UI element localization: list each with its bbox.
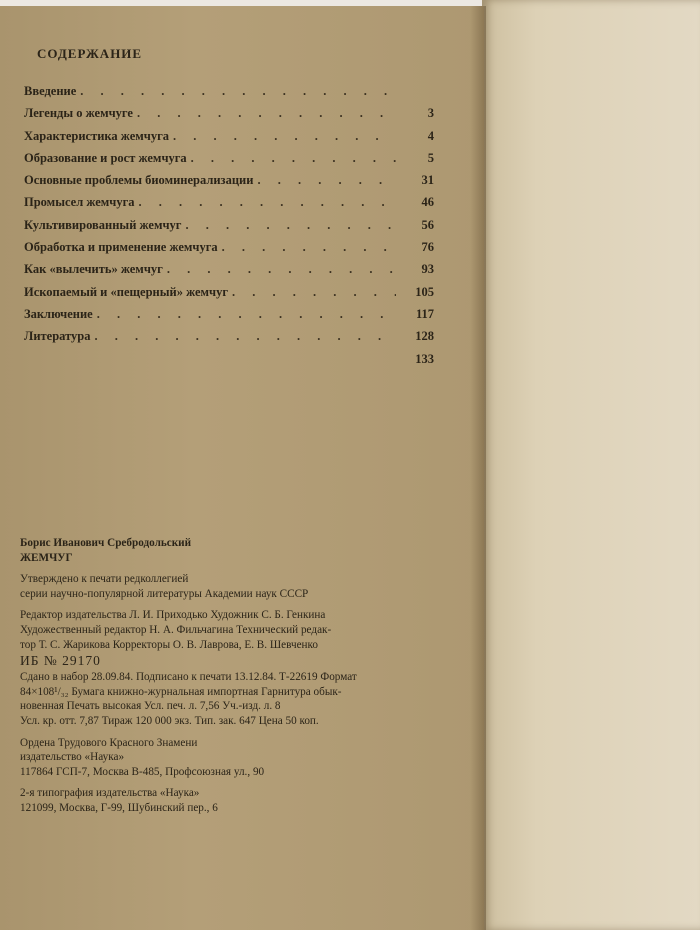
toc-entry-page: 3 — [427, 106, 434, 121]
toc-entry-label: Заключение — [24, 306, 93, 321]
print-details-line: Сдано в набор 28.09.84. Подписано к печати 13.12.84. Т-22619 Формат — [20, 671, 357, 684]
publisher-line: 117864 ГСП-7, Москва В-485, Профсоюзная ул., 90 — [20, 765, 265, 778]
toc-entry-label: Введение — [24, 84, 77, 98]
toc-entry — [24, 240, 434, 262]
toc-title: СОДЕРЖАНИЕ — [37, 46, 143, 61]
toc-entry-page: 128 — [415, 329, 434, 344]
toc-leader-dots — [139, 195, 396, 210]
toc-leader-dots — [232, 285, 396, 300]
toc-entry-page: 4 — [427, 128, 434, 143]
toc-entry-label: Литература — [24, 329, 91, 344]
toc-entry — [24, 262, 434, 284]
toc-leader-dots — [97, 307, 396, 322]
publisher-line: Ордена Трудового Красного Знамени — [20, 736, 198, 749]
toc-leader-dots — [185, 218, 396, 233]
toc-entry — [24, 195, 434, 217]
toc-entry-page: 31 — [421, 173, 434, 188]
left-page — [0, 6, 484, 930]
toc-entry-page: 117 — [415, 306, 434, 321]
approval-line: серии научно-популярной литературы Академии наук СССР — [20, 587, 309, 600]
book-gutter-shadow — [470, 6, 486, 930]
printer-line: 2-я типография издательства «Наука» — [20, 787, 200, 800]
toc-entry — [24, 129, 434, 151]
toc-entry-label: Характеристика жемчуга — [24, 128, 169, 143]
toc-entry — [24, 329, 434, 351]
toc-leader-dots — [167, 262, 396, 277]
staff-line: Художественный редактор Н. А. Фильчагина Технический редак- — [20, 623, 332, 636]
toc-leader-dots — [257, 173, 396, 188]
toc-entry-label: Образование и рост жемчуга — [24, 150, 187, 165]
toc-leader-dots — [191, 151, 396, 166]
toc-leader-dots — [222, 240, 396, 255]
toc-entry — [24, 151, 434, 173]
toc-leader-dots — [80, 84, 396, 99]
toc-leader-dots — [137, 106, 396, 121]
printer-line: 121099, Москва, Г-99, Шубинский пер., 6 — [20, 801, 218, 814]
toc-entry — [24, 106, 434, 128]
toc-entry-label: Как «вылечить» жемчуг — [24, 262, 163, 277]
table-of-contents — [24, 84, 434, 374]
toc-entry-page: 5 — [427, 150, 434, 165]
ib-number: ИБ № 29170 — [20, 653, 101, 669]
toc-entry-label: Культивированный жемчуг — [24, 217, 182, 232]
toc-entry — [24, 352, 434, 374]
toc-entry — [24, 173, 434, 195]
toc-entry-label: Обработка и применение жемчуга — [24, 240, 218, 255]
toc-entry — [24, 285, 434, 307]
toc-entry-page: 56 — [421, 217, 434, 232]
toc-entry-label: Ископаемый и «пещерный» жемчуг — [24, 284, 229, 299]
toc-entry — [24, 218, 434, 240]
print-details-line: Усл. кр. отт. 7,87 Тираж 120 000 экз. Тип. зак. 647 Цена 50 коп. — [20, 714, 319, 727]
imprint — [20, 536, 460, 816]
right-page — [482, 0, 700, 930]
toc-leader-dots — [173, 129, 396, 144]
toc-entry — [24, 84, 434, 106]
toc-entry-label: Легенды о жемчуге — [24, 106, 133, 121]
author-name: Борис Иванович Сребродольский — [20, 537, 192, 549]
publisher-line: издательство «Наука» — [20, 751, 125, 764]
book-title: ЖЕМЧУГ — [20, 551, 73, 564]
approval-line: Утверждено к печати редколлегией — [20, 573, 189, 586]
toc-entry-page: 105 — [415, 284, 434, 299]
toc-leader-dots — [95, 329, 396, 344]
toc-entry-label: Основные проблемы биоминерализации — [24, 173, 254, 188]
print-details-line: новенная Печать высокая Усл. печ. л. 7,56 Уч.-изд. л. 8 — [20, 700, 281, 713]
toc-entry — [24, 307, 434, 329]
toc-entry-page: 93 — [421, 262, 434, 277]
staff-line: тор Т. С. Жарикова Корректоры О. В. Лаврова, Е. В. Шевченко — [20, 638, 318, 651]
toc-entry-page: 46 — [421, 195, 434, 210]
toc-entry-page: 76 — [421, 240, 434, 255]
toc-entry-page: 133 — [415, 351, 434, 366]
staff-line: Редактор издательства Л. И. Приходько Художник С. Б. Генкина — [20, 609, 326, 622]
print-details-line: 84×108¹/₃₂ Бумага книжно-журнальная импортная Гарнитура обык- — [20, 685, 342, 698]
toc-entry-label: Промысел жемчуга — [24, 195, 135, 210]
